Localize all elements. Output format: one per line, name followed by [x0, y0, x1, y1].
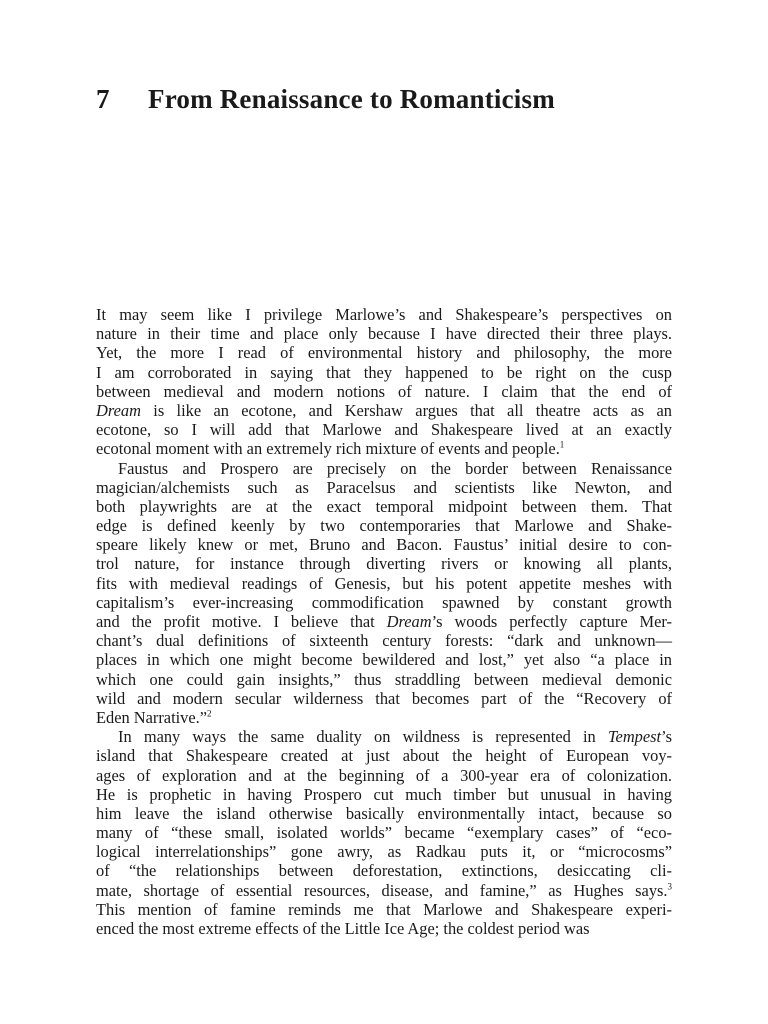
text-run: enced the most extreme effects of the Little Ice Age; the coldest period was [96, 919, 590, 938]
italic-title: Dream [386, 612, 432, 631]
text-line [96, 842, 672, 861]
text-line [96, 785, 672, 804]
text-run: ecotonal moment with an extremely rich mixture of events and people. [96, 439, 560, 459]
text-line [96, 554, 672, 573]
text-run: It may seem like I privilege Marlowe’s and Shakespeare’s perspectives on [96, 305, 672, 324]
text-line [96, 650, 672, 669]
text-run: him leave the island otherwise basically environmentally intact, because so [96, 803, 672, 823]
text-line [96, 535, 672, 554]
text-line [96, 670, 672, 689]
text-run: trol nature, for instance through diverting rivers or knowing all plants, [96, 554, 672, 574]
text-run: mate, shortage of essential resources, disease, and famine,” as Hughes says. [96, 880, 668, 900]
text-run: chant’s dual definitions of sixteenth century forests: “dark and unknown— [96, 631, 672, 651]
text-run: ecotone, so I will add that Marlowe and Shakespeare lived at an exactly [96, 420, 672, 440]
text-run: I am corroborated in saying that they happened to be right on the cusp [96, 362, 672, 382]
text-line [96, 593, 672, 612]
text-line [96, 439, 672, 458]
text-line [96, 804, 672, 823]
text-line [96, 631, 672, 650]
text-line [96, 861, 672, 880]
text-run: nature in their time and place only because I have directed their three plays. [96, 324, 672, 344]
text-run: ’s [661, 727, 672, 747]
chapter-title: From Renaissance to Romanticism [148, 84, 555, 114]
text-line [96, 401, 672, 420]
text-line [96, 305, 672, 324]
footnote-marker: 3 [667, 881, 672, 892]
text-line [96, 708, 672, 727]
text-line [96, 382, 672, 401]
text-run: magician/alchemists such as Paracelsus and scientists like Newton, and [96, 477, 672, 497]
paragraph [96, 459, 672, 728]
text-run: ages of exploration and at the beginning of a 300-year era of colonization. [96, 765, 672, 785]
text-line [96, 574, 672, 593]
text-line [96, 919, 672, 938]
text-line [96, 881, 672, 900]
text-run: logical interrelationships” gone awry, as Radkau puts it, or “microcosms” [96, 842, 672, 862]
chapter-number: 7 [96, 84, 110, 114]
text-line [96, 823, 672, 842]
text-line [96, 727, 672, 746]
text-run: places in which one might become bewildered and lost,” yet also “a place in [96, 650, 672, 670]
text-run: capitalism’s ever-increasing commodification spawned by constant growth [96, 592, 672, 612]
text-run: island that Shakespeare created at just about the height of European voy- [96, 746, 672, 766]
text-line [96, 612, 672, 631]
text-line [96, 343, 672, 362]
italic-title: Tempest [607, 727, 662, 747]
text-run: many of “these small, isolated worlds” became “exemplary cases” of “eco- [96, 823, 672, 843]
text-line [96, 516, 672, 535]
footnote-marker: 1 [559, 439, 565, 450]
text-line [96, 746, 672, 765]
text-line [96, 497, 672, 516]
text-line [96, 420, 672, 439]
text-run: This mention of famine reminds me that Marlowe and Shakespeare experi- [96, 899, 672, 919]
body-text [96, 305, 672, 938]
text-run: wild and modern secular wilderness that becomes part of the “Recovery of [96, 688, 672, 708]
text-line [96, 363, 672, 382]
text-run: fits with medieval readings of Genesis, but his potent appetite meshes with [96, 573, 672, 593]
text-run: which one could gain insights,” thus straddling between medieval demonic [96, 669, 672, 689]
paragraph [96, 727, 672, 938]
text-line [96, 478, 672, 497]
text-run: Yet, the more I read of environmental history and philosophy, the more [96, 343, 672, 363]
text-line [96, 459, 672, 478]
text-run: between medieval and modern notions of nature. I claim that the end of [96, 381, 672, 401]
text-run: both playwrights are at the exact temporal midpoint between them. That [96, 496, 672, 516]
text-run: of “the relationships between deforestation, extinctions, desiccating cli- [96, 861, 672, 881]
text-run: Eden Narrative.” [96, 707, 208, 727]
chapter-heading [96, 84, 555, 115]
text-run: speare likely knew or met, Bruno and Bacon. Faustus’ initial desire to con- [96, 535, 672, 555]
paragraph [96, 305, 672, 459]
text-run: and the profit motive. I believe that [96, 612, 387, 631]
italic-title: Dream [96, 400, 141, 420]
footnote-marker: 2 [207, 708, 212, 719]
text-line [96, 766, 672, 785]
text-line [96, 689, 672, 708]
text-run: He is prophetic in having Prospero cut much timber but unusual in having [96, 784, 672, 804]
text-line [96, 324, 672, 343]
text-run: is like an ecotone, and Kershaw argues that all theatre acts as an [140, 400, 672, 420]
text-run: ’s woods perfectly capture Mer- [431, 612, 672, 631]
text-run: Faustus and Prospero are precisely on the border between Renaissance [118, 458, 672, 478]
text-run: edge is defined keenly by two contemporaries that Marlowe and Shake- [96, 516, 672, 536]
text-line [96, 900, 672, 919]
text-run: In many ways the same duality on wildness is represented in [118, 727, 608, 747]
